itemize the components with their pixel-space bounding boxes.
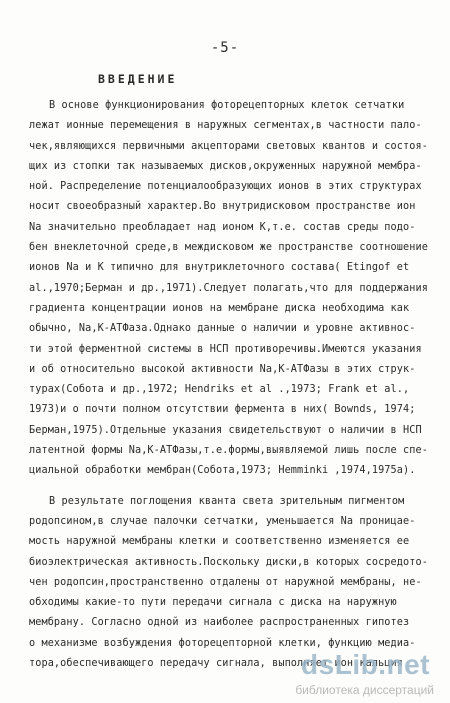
- text-line: тора,обеспечивающего передачу сигнала, выполняет ион кальция: [29, 658, 404, 670]
- text-line: ионов Na и К типично для внутриклеточного состава( Etingof et: [29, 262, 410, 274]
- text-line: 1973)и о почти полном отсутствии фермента в них( Bownds, 1974;: [29, 404, 416, 416]
- watermark-logo-text: dsLib.net: [301, 649, 430, 680]
- text-line: щих из стопки так называемых дисков,окруженных наружной мембра-: [29, 160, 422, 172]
- text-line: циальной обработки мембран(Собота,1973; Hemminki ,1974,1975а).: [29, 465, 416, 477]
- text-line: обходимы какие-то пути передачи сигнала с диска на наружную: [29, 597, 397, 609]
- watermark: [254, 647, 444, 699]
- text-line: градиента концентрации ионов на мембране диска необходима как: [29, 302, 410, 314]
- text-line: ти этой ферментной системы в НСП противоречивы.Имеются указания: [29, 343, 422, 355]
- text-line: носит своеобразный характер.Во внутридисковом пространстве ион: [29, 201, 416, 213]
- text-line: мость наружной мембраны клетки и соответственно изменяется ее: [29, 536, 410, 548]
- watermark-subtitle: библиотека диссертаций: [295, 683, 434, 697]
- text-line: ной. Распределение потенциалообразующих ионов в этих структурах: [29, 181, 422, 193]
- text-line: Na значительно преобладает над ионом К,т.е. состав среды подо-: [29, 221, 416, 233]
- text-line: чен родопсин,пространственно отдалены от наружной мембраны, не-: [29, 576, 422, 588]
- text-line: о механизме возбуждения фоторецепторной клетки, функцию медиа-: [29, 637, 416, 649]
- section-heading: ВВЕДЕНИЕ: [98, 72, 178, 86]
- paragraph-gap: [29, 482, 429, 492]
- text-line: латентной формы Na,К-АТФазы,т.е.формы,выявляемой лишь после спе-: [29, 445, 428, 457]
- text-line: лежат ионные перемещения в наружных сегментах,в частности пало-: [29, 120, 422, 132]
- text-line: бен внеклеточной среде,в междисковом же пространстве соотношение: [29, 242, 428, 254]
- watermark-logo: [301, 649, 430, 681]
- text-line: обычно, Na,К-АТФаза.Однако данные о наличии и уровне активнос-: [29, 323, 416, 335]
- page-number: -5-: [210, 40, 240, 56]
- text-line: В основе функционирования фоторецепторных клеток сетчатки: [49, 100, 405, 111]
- text-line: и об относительно высокой активности Na,К-АТФазы в этих струк-: [29, 363, 416, 375]
- text-line: Берман,1975).Отдельные указания свидетельствуют о наличии в НСП: [29, 424, 422, 436]
- text-line: турах(Собота и др.,1972; Hendriks et al .,1973; Frank et al.,: [29, 384, 410, 396]
- text-line: al.,1970;Берман и др.,1971).Следует полагать,что для поддержания: [29, 282, 428, 294]
- text-line: В результате поглощения кванта света зрительным пигментом: [49, 495, 405, 507]
- body-text: [29, 96, 429, 674]
- text-line: мембрану. Согласно одной из наиболее распространенных гипотез: [29, 617, 410, 629]
- text-line: чек,являющихся первичными акцепторами световых квантов и состоя-: [29, 140, 428, 152]
- text-line: родопсином,в случае палочки сетчатки, уменьшается Na проницае-: [29, 515, 416, 527]
- text-line: биоэлектрическая активность.Поскольку диски,в которых сосредото-: [29, 556, 428, 568]
